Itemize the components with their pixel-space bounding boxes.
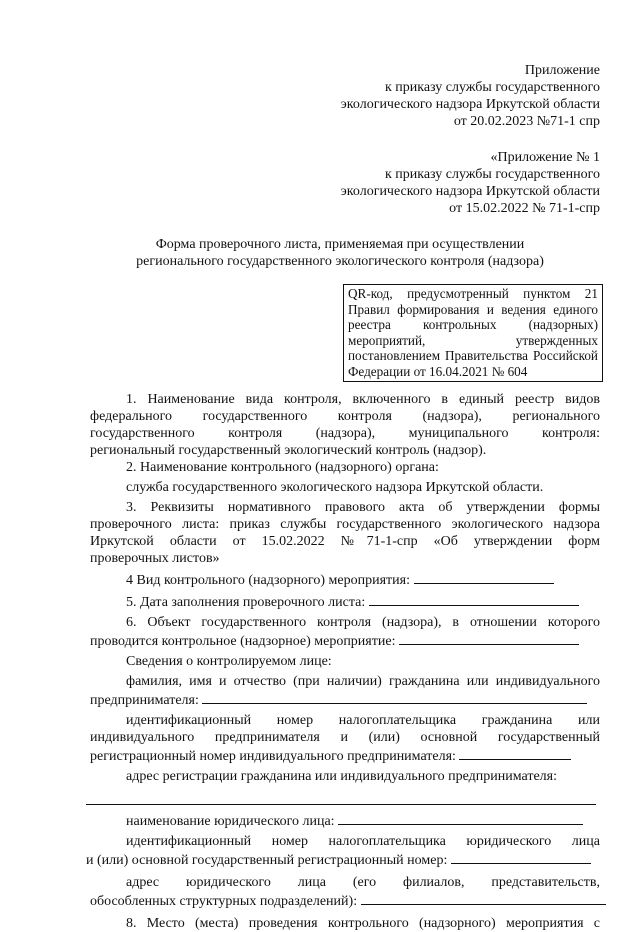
appendix-header-line: экологического надзора Иркутской области — [340, 184, 600, 199]
qr-box-line: постановлением Правительства Российской — [348, 348, 598, 363]
item-8-line: 8. Место (места) проведения контрольного (надзорного) мероприятия с — [126, 916, 600, 931]
qr-box-line: реестра контрольных (надзорных) — [348, 317, 598, 332]
fio-label: предпринимателя: — [90, 693, 199, 708]
item-5-field[interactable] — [369, 592, 579, 606]
document-title — [40, 236, 640, 270]
appendix-header-line: от 20.02.2023 №71-1 спр — [453, 114, 600, 129]
item-6-line: 6. Объект государственного контроля (надзора), в отношении которого — [126, 615, 600, 630]
legal-name-row — [90, 811, 600, 830]
qr-box-line: Правил формирования и ведения единого — [348, 301, 598, 317]
fio-line: фамилия, имя и отчество (при наличии) гражданина или индивидуального — [126, 674, 600, 689]
address-ip-row — [90, 791, 600, 808]
inn-ip-field[interactable] — [459, 746, 571, 760]
qr-box-line: мероприятий, утвержденных — [348, 332, 598, 348]
item-4-row — [90, 570, 600, 589]
item-4-field[interactable] — [414, 570, 554, 584]
appendix-header-line: от 15.02.2022 № 71-1-спр — [449, 201, 600, 216]
qr-code-box — [343, 284, 603, 382]
document-body — [86, 391, 600, 932]
appendix-header — [300, 62, 600, 130]
item-4-label: 4 Вид контрольного (надзорного) мероприятия: — [126, 573, 410, 588]
item-5-label: 5. Дата заполнения проверочного листа: — [126, 595, 366, 610]
item-3-line: проверочных листов» — [90, 551, 220, 566]
fio-row — [90, 690, 600, 709]
item-5-row — [90, 592, 600, 611]
inn-ip-label: регистрационный номер индивидуального предпринимателя: — [90, 749, 456, 764]
address-legal-label: обособленных структурных подразделений): — [90, 894, 358, 909]
item-1-line: федерального государственного контроля (надзора), регионального — [90, 409, 600, 424]
inn-ip-row — [90, 746, 600, 765]
item-3-line: 3. Реквизиты нормативного правового акта об утверждении формы — [126, 500, 600, 515]
inn-ip-line: идентификационный номер налогоплательщика гражданина или — [126, 713, 600, 728]
item-3-line: проверочного листа: приказ службы государственного экологического надзора — [90, 517, 600, 532]
item-2-label: 2. Наименование контрольного (надзорного) органа: — [126, 460, 439, 475]
item-2-value: служба государственного экологического надзора Иркутской области. — [126, 480, 544, 495]
item-1-line: государственного контроля (надзора), муниципального контроля: — [90, 426, 600, 441]
qr-box-line: Федерации от 16.04.2021 № 604 — [348, 363, 528, 379]
address-ip-label: адрес регистрации гражданина или индивидуального предпринимателя: — [126, 769, 557, 784]
subject-info-heading: Сведения о контролируемом лице: — [126, 654, 332, 669]
appendix-original-header — [300, 149, 600, 217]
appendix-header-line: экологического надзора Иркутской области — [340, 97, 600, 112]
item-1-line: 1. Наименование вида контроля, включенного в единый реестр видов — [126, 392, 600, 407]
inn-legal-field[interactable] — [451, 850, 591, 864]
item-6-row — [90, 631, 600, 650]
appendix-header-line: «Приложение № 1 — [490, 150, 600, 165]
inn-legal-line: идентификационный номер налогоплательщика юридического лица — [126, 834, 600, 849]
inn-ip-line: индивидуального предпринимателя и (или) основной государственный — [90, 730, 600, 745]
inn-legal-row — [86, 850, 600, 869]
address-ip-field[interactable] — [86, 791, 596, 805]
legal-name-field[interactable] — [338, 811, 583, 825]
item-6-field[interactable] — [399, 631, 579, 645]
fio-field[interactable] — [202, 690, 587, 704]
appendix-header-line: к приказу службы государственного — [384, 80, 600, 95]
document-title-line: регионального государственного экологического контроля (надзора) — [136, 254, 544, 269]
item-3-line: Иркутской области от 15.02.2022 №71-1-спр «Об утверждении форм — [90, 534, 600, 549]
document-title-line: Форма проверочного листа, применяемая при осуществлении — [155, 237, 525, 252]
address-legal-field[interactable] — [361, 891, 606, 905]
item-1-line: региональный государственный экологический контроль (надзор). — [90, 443, 487, 458]
appendix-header-line: Приложение — [524, 63, 600, 78]
inn-legal-label: и (или) основной государственный регистрационный номер: — [86, 853, 448, 868]
legal-name-label: наименование юридического лица: — [126, 814, 335, 829]
address-legal-row — [90, 891, 600, 910]
item-6-label: проводится контрольное (надзорное) мероприятие: — [90, 634, 396, 649]
appendix-header-line: к приказу службы государственного — [384, 167, 600, 182]
address-legal-line: адрес юридического лица (его филиалов, представительств, — [126, 875, 600, 890]
qr-box-line: QR-код, предусмотренный пунктом 21 — [348, 286, 598, 301]
